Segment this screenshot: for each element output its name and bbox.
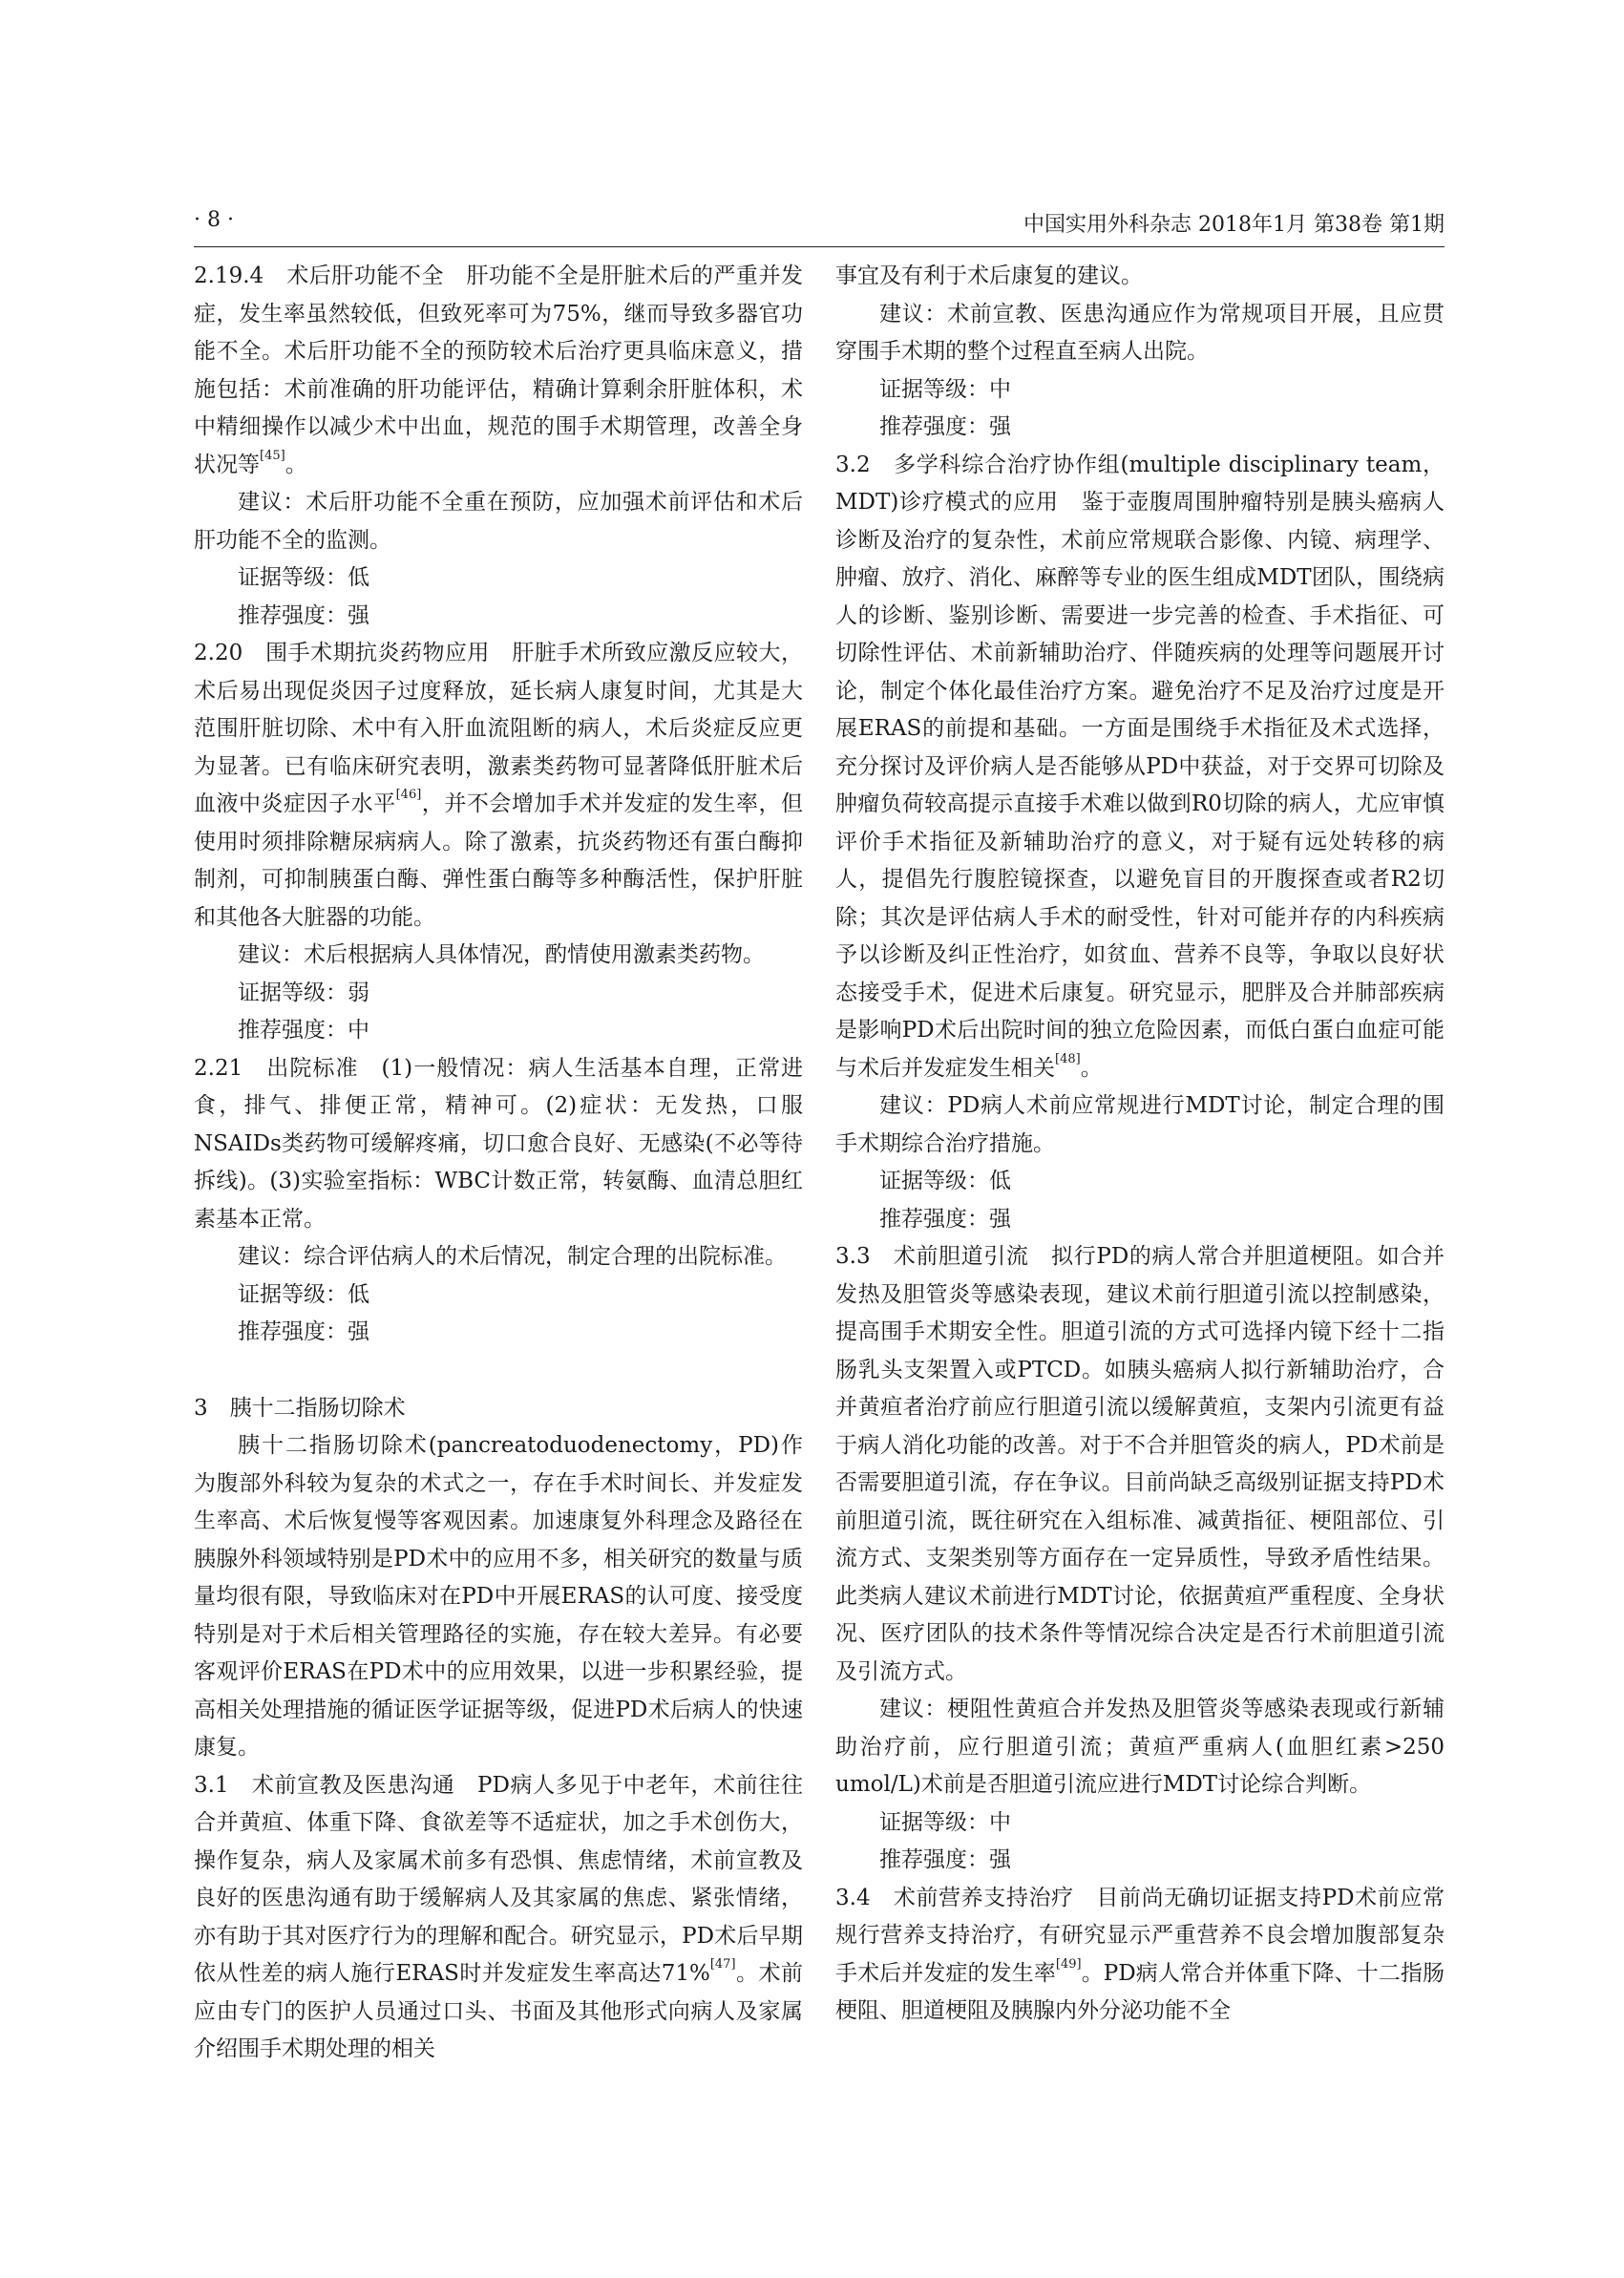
evidence-level: 证据等级：弱 [238,980,369,1005]
evidence-level: 证据等级：低 [238,1281,369,1307]
left-column [194,258,803,2069]
section-3-heading: 3 胰十二指肠切除术 [194,1395,406,1421]
recommendation: 建议：术后根据病人具体情况，酌情使用激素类药物。 [238,942,765,967]
recommendation-strength: 推荐强度：强 [879,414,1011,439]
section-2-20: 2.20 围手术期抗炎药物应用 肝脏手术所致应激反应较大，术后易出现促炎因子过度释放，延长病人康复时间，尤其是大范围肝脏切除、术中有入肝血流阻断的病人，术后炎症反应更为显著。已有临床研究表明，激素类药物可显著降低肝脏术后血液中炎症因子水平[46]，并不会增加手术并发症的发生率，但使用时须排除糖尿病病人。除了激素，抗炎药物还有蛋白酶抑制剂，可抑制胰蛋白酶、弹性蛋白酶等多种酶活性，保护肝脏和其他各大脏器的功能。 [194,641,804,930]
recommendation: 建议：综合评估病人的术后情况，制定合理的出院标准。 [238,1244,787,1269]
evidence-level: 证据等级：低 [238,565,369,590]
evidence-level: 证据等级：低 [879,1169,1011,1193]
section-3-intro: 胰十二指肠切除术(pancreatoduodenectomy，PD)作为腹部外科较为复杂的术式之一，存在手术时间长、并发症发生率高、术后恢复慢等客观因素。加速康复外科理念及路径在胰腺外科领域特别是PD术中的应用不多，相关研究的数量与质量均很有限，导致临床对在PD中开展ERAS的认可度、接受度特别是对于术后相关管理路径的实施，存在较大差异。有必要客观评价ERAS在PD术中的应用效果，以进一步积累经验，提高相关处理措施的循证医学证据等级，促进PD术后病人的快速康复。 [194,1433,803,1760]
evidence-level: 证据等级：中 [879,1809,1011,1835]
right-column [835,258,1445,2031]
journal-citation: 中国实用外科杂志 2018年1月 第38卷 第1期 [1023,213,1445,237]
recommendation-strength: 推荐强度：强 [879,1847,1011,1872]
section-3-1-continued: 事宜及有利于术后康复的建议。 [835,264,1143,288]
recommendation: 建议：术前宣教、医患沟通应作为常规项目开展，且应贯穿围手术期的整个过程直至病人出院。 [835,301,1445,364]
recommendation: 建议：梗阻性黄疸合并发热及胆管炎等感染表现或行新辅助治疗前，应行胆道引流；黄疸严重病人(血胆红素>250 umol/L)术前是否胆道引流应进行MDT讨论综合判断。 [835,1697,1445,1797]
section-3-1: 3.1 术前宣教及医患沟通 PD病人多见于中老年，术前往往合并黄疸、体重下降、食欲差等不适症状，加之手术创伤大，操作复杂，病人及家属术前多有恐惧、焦虑情绪，术前宣教及良好的医患沟通有助于缓解病人及其家属的焦虑、紧张情绪，亦有助于其对医疗行为的理解和配合。研究显示，PD术后早期依从性差的病人施行ERAS时并发症发生率高达71%[47]。术前应由专门的医护人员通过口头、书面及其他形式向病人及家属介绍围手术期处理的相关 [194,1772,803,2061]
recommendation-strength: 推荐强度：中 [238,1018,369,1043]
evidence-level: 证据等级：中 [879,376,1011,402]
recommendation-strength: 推荐强度：强 [238,1319,369,1344]
page-number: · 8 · [194,208,234,232]
recommendation: 建议：PD病人术前应常规进行MDT讨论，制定合理的围手术期综合治疗措施。 [835,1093,1445,1156]
recommendation-strength: 推荐强度：强 [879,1206,1011,1232]
recommendation: 建议：术后肝功能不全重在预防，应加强术前评估和术后肝功能不全的监测。 [194,490,803,553]
section-3-2: 3.2 多学科综合治疗协作组(multiple disciplinary team，MDT)诊疗模式的应用 鉴于壶腹周围肿瘤特别是胰头癌病人诊断及治疗的复杂性，术前应常规联合影像、内镜、病理学、肿瘤、放疗、消化、麻醉等专业的医生组成MDT团队，围绕病人的诊断、鉴别诊断、需要进一步完善的检查、手术指征、可切除性评估、术前新辅助治疗、伴随疾病的处理等问题展开讨论，制定个体化最佳治疗方案。避免治疗不足及治疗过度是开展ERAS的前提和基础。一方面是围绕手术指征及术式选择，充分探讨及评价病人是否能够从PD中获益，对于交界可切除及肿瘤负荷较高提示直接手术难以做到R0切除的病人，尤应审慎评价手术指征及新辅助治疗的意义，对于疑有远处转移的病人，提倡先行腹腔镜探查，以避免盲目的开腹探查或者R2切除；其次是评估病人手术的耐受性，针对可能并存的内科疾病予以诊断及纠正性治疗，如贫血、营养不良等，争取以良好状态接受手术，促进术后康复。研究显示，肥胖及合并肺部疾病是影响PD术后出院时间的独立危险因素，而低白蛋白血症可能与术后并发症发生相关[48]。 [835,452,1445,1081]
section-2-19-4: 2.19.4 术后肝功能不全 肝功能不全是肝脏术后的严重并发症，发生率虽然较低，但致死率可为75%，继而导致多器官功能不全。术后肝功能不全的预防较术后治疗更具临床意义，措施包括：术前准确的肝功能评估，精确计算剩余肝脏体积，术中精细操作以减少术中出血，规范的围手术期管理，改善全身状况等[45]。 [194,264,803,477]
recommendation-strength: 推荐强度：强 [238,602,369,628]
section-2-21: 2.21 出院标准 (1)一般情况：病人生活基本自理，正常进食，排气、排便正常，精神可。(2)症状：无发热，口服NSAIDs类药物可缓解疼痛，切口愈合良好、无感染(不必等待拆线)。(3)实验室指标：WBC计数正常，转氨酶、血清总胆红素基本正常。 [194,1055,803,1232]
section-3-4: 3.4 术前营养支持治疗 目前尚无确切证据支持PD术前应常规行营养支持治疗，有研究显示严重营养不良会增加腹部复杂手术后并发症的发生率[49]。PD病人常合并体重下降、十二指肠梗阻、胆道梗阻及胰腺内外分泌功能不全 [835,1885,1445,2023]
running-header [194,202,1445,247]
section-3-3: 3.3 术前胆道引流 拟行PD的病人常合并胆道梗阻。如合并发热及胆管炎等感染表现，建议术前行胆道引流以控制感染，提高围手术期安全性。胆道引流的方式可选择内镜下经十二指肠乳头支架置入或PTCD。如胰头癌病人拟行新辅助治疗，合并黄疸者治疗前应行胆道引流以缓解黄疸，支架内引流更有益于病人消化功能的改善。对于不合并胆管炎的病人，PD术前是否需要胆道引流，存在争议。目前尚缺乏高级别证据支持PD术前胆道引流，既往研究在入组标准、减黄指征、梗阻部位、引流方式、支架类别等方面存在一定异质性，导致矛盾性结果。此类病人建议术前进行MDT讨论，依据黄疸严重程度、全身状况、医疗团队的技术条件等情况综合决定是否行术前胆道引流及引流方式。 [835,1244,1445,1684]
